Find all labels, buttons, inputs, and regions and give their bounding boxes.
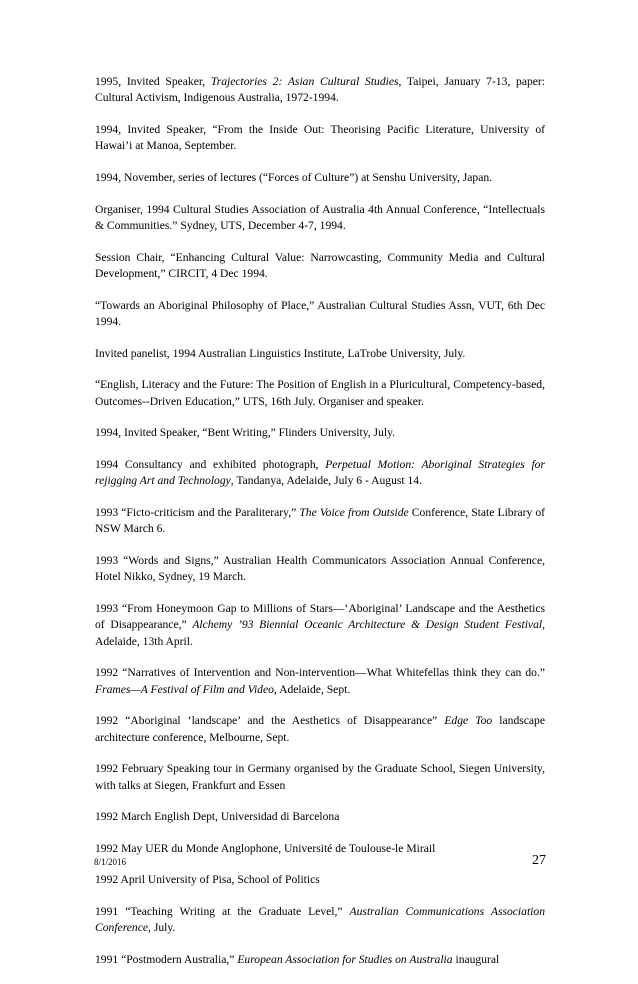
entry-text: 1994, Invited Speaker, “From the Inside Out: Theorising Pacific Literature, University of Hawai’i at Manoa, September. [95, 123, 545, 153]
list-item [95, 665, 545, 698]
entry-text: 1992 February Speaking tour in Germany organised by the Graduate School, Siegen University, with talks at Siegen, Frankfurt and Essen [95, 762, 545, 792]
entry-text: 1994, Invited Speaker, “Bent Writing,” Flinders University, July. [95, 426, 396, 440]
list-item [95, 872, 545, 888]
entry-text: 1992 April University of Pisa, School of Politics [95, 873, 320, 887]
entry-text: , Tandanya, Adelaide, July 6 - August 14. [230, 474, 423, 488]
list-item [95, 457, 545, 490]
list-item [95, 809, 545, 825]
italic-title: European Association for Studies on Australia [237, 952, 453, 966]
footer-date: 8/1/2016 [94, 857, 127, 867]
entry-text: Invited panelist, 1994 Australian Linguistics Institute, LaTrobe University, July. [95, 346, 466, 360]
entry-text: “Towards an Aboriginal Philosophy of Place,” Australian Cultural Studies Assn, VUT, 6th Dec 1994. [95, 298, 545, 328]
entry-text: , Adelaide, 13th April. [95, 618, 545, 648]
list-item [95, 346, 545, 362]
list-item [95, 425, 545, 441]
entry-text: 1993 “Ficto-criticism and the Paraliterary,” [95, 505, 300, 519]
italic-title: Edge Too [444, 714, 493, 728]
italic-title: Perpetual Motion: Aboriginal Strategies for rejigging Art and Technology [95, 457, 545, 488]
italic-title: Alchemy ’93 Biennial Oceanic Architecture & Design Student Festival [192, 618, 543, 632]
entry-text: , Taipei, January 7-13, paper: Cultural Activism, Indigenous Australia, 1972-1994. [95, 75, 546, 105]
page-number: 27 [532, 853, 546, 868]
entry-text: 1994 Consultancy and exhibited photograph, [95, 457, 326, 471]
list-item [95, 298, 545, 331]
italic-title: Australian Communications Association Conference [95, 904, 545, 935]
list-item [95, 250, 545, 283]
entry-text: , July. [148, 921, 176, 935]
entry-text: 1994, November, series of lectures (“Forces of Culture”) at Senshu University, Japan. [95, 171, 493, 184]
list-item [95, 952, 545, 968]
italic-title: Trajectories 2: Asian Cultural Studies [210, 75, 399, 88]
entry-text: 1993 “Words and Signs,” Australian Health Communicators Association Annual Conference, Hotel Nikko, Sydney, 19 March. [95, 553, 545, 584]
entry-text: 1991 “Teaching Writing at the Graduate Level,” [95, 904, 350, 918]
entries-list [95, 74, 545, 984]
entry-text: 1992 “Narratives of Intervention and Non-intervention—What Whitefellas think they can do.” [95, 666, 545, 680]
list-item [95, 904, 545, 937]
entry-text: 1995, Invited Speaker, [95, 75, 211, 88]
entry-text: “English, Literacy and the Future: The Position of English in a Pluricultural, Competency-based, Outcomes--Driven Education,” UTS, 16th July. Organiser and speaker. [95, 378, 545, 408]
entry-text: , Adelaide, Sept. [273, 682, 351, 696]
list-item [95, 170, 545, 186]
entry-text: Conference, State Library of NSW March 6. [95, 505, 546, 536]
entry-text: inaugural [452, 952, 500, 966]
list-item [95, 122, 545, 155]
list-item [95, 74, 545, 107]
list-item [95, 761, 545, 794]
list-item [95, 553, 545, 586]
list-item [95, 841, 545, 857]
entry-text: Organiser, 1994 Cultural Studies Association of Australia 4th Annual Conference, “Intellectuals & Communities.” Sydney, UTS, December 4-7, 1994. [95, 202, 545, 232]
list-item [95, 601, 545, 650]
list-item [95, 202, 545, 235]
entry-text: 1992 March English Dept, Universidad di Barcelona [95, 810, 340, 824]
italic-title: The Voice from Outside [299, 505, 409, 519]
entry-text: 1993 “From Honeymoon Gap to Millions of Stars—‘Aboriginal’ Landscape and the Aesthetics of Disappearance,” [95, 601, 545, 632]
entry-text: 1992 “Aboriginal ‘landscape’ and the Aesthetics of Disappearance” [95, 714, 445, 728]
entry-text: Session Chair, “Enhancing Cultural Value: Narrowcasting, Community Media and Cultural Development,” CIRCIT, 4 Dec 1994. [95, 250, 545, 280]
entry-text: 1992 May UER du Monde Anglophone, Université de Toulouse-le Mirail [95, 841, 436, 855]
italic-title: Frames—A Festival of Film and Video [95, 682, 274, 696]
list-item [95, 377, 545, 410]
list-item [95, 713, 545, 746]
list-item [95, 505, 545, 538]
entry-text: 1991 “Postmodern Australia,” [95, 952, 238, 966]
entry-text: landscape architecture conference, Melbourne, Sept. [95, 714, 545, 744]
